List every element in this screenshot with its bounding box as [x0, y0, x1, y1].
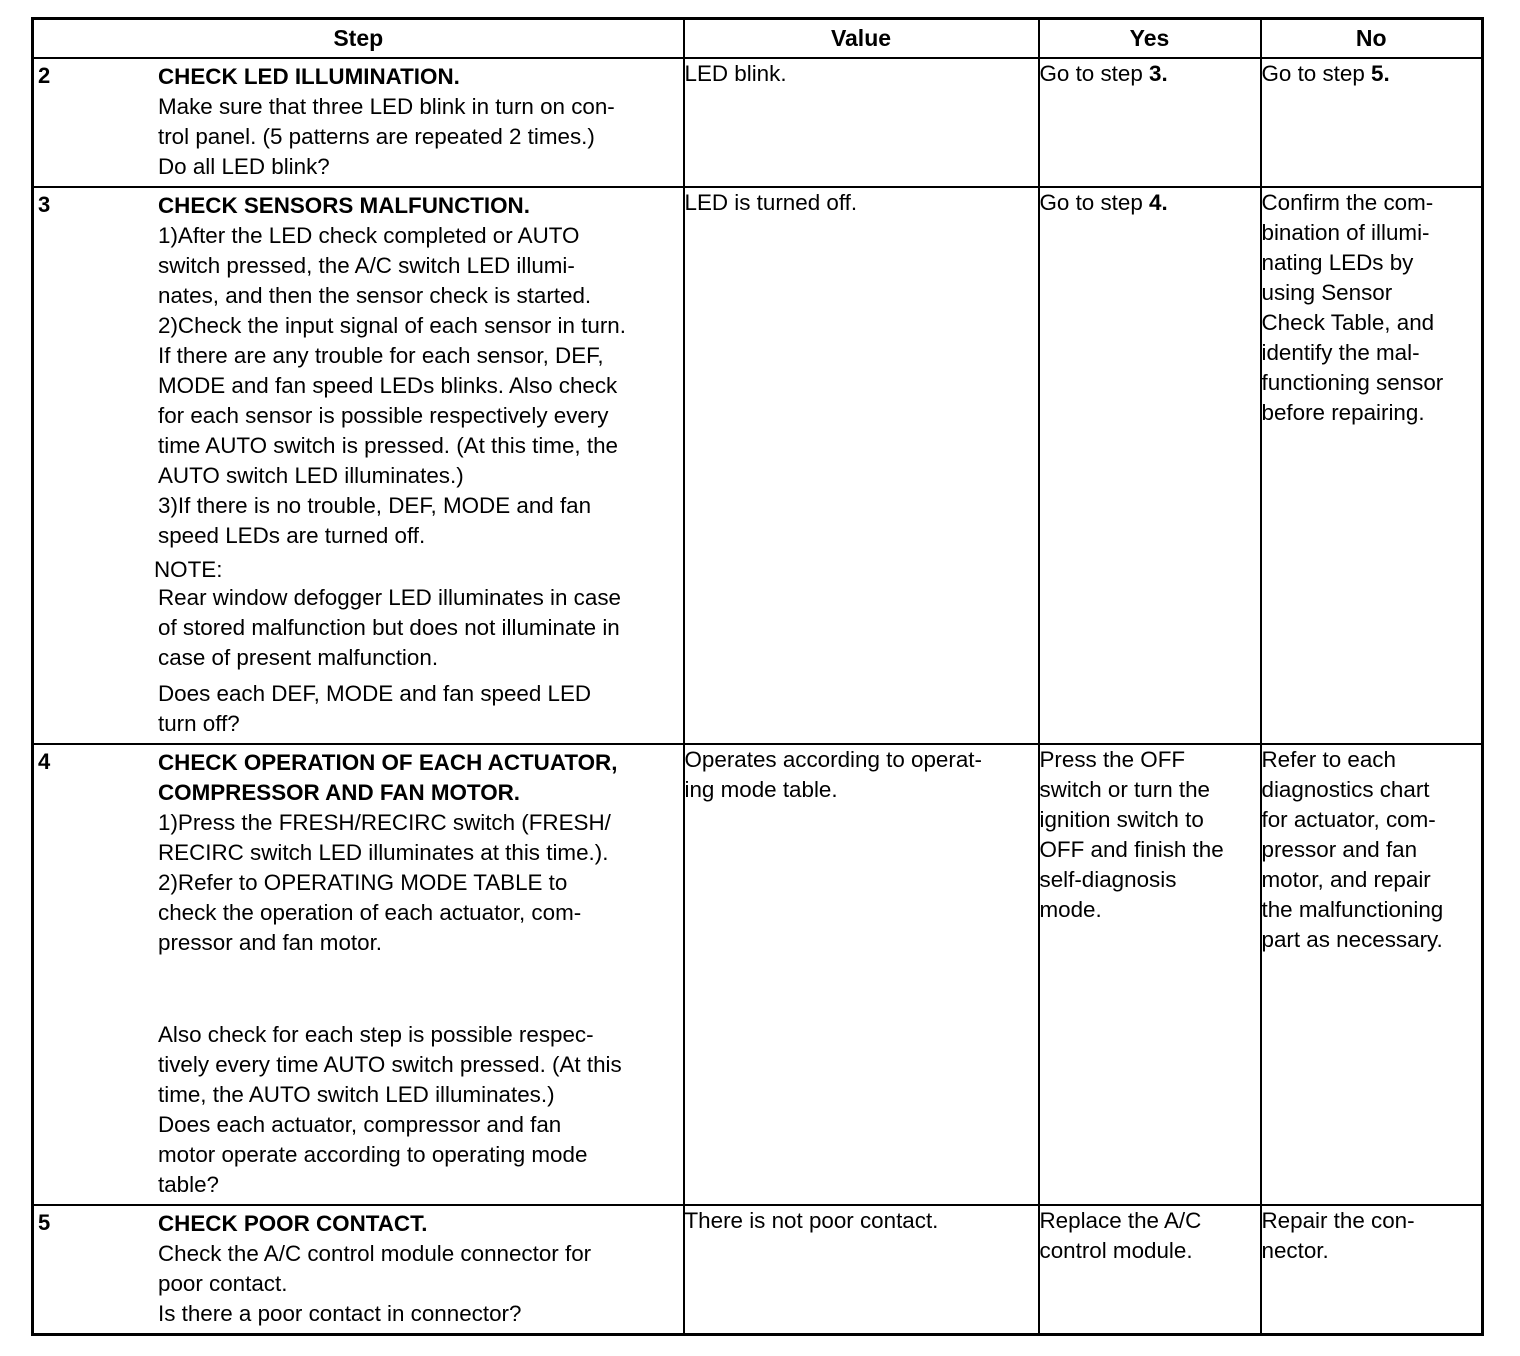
step-question: motor operate according to operating mode [158, 1142, 588, 1167]
no-cell [1261, 1205, 1483, 1335]
step-question: table? [158, 1172, 220, 1197]
no-line: motor, and repair [1261, 867, 1431, 892]
yes-line: mode. [1039, 897, 1102, 922]
value-cell [684, 744, 1039, 1205]
step-cell [33, 744, 684, 1205]
yes-line: switch or turn the [1039, 777, 1210, 802]
step-line: for each sensor is possible respectively every [158, 403, 609, 428]
header-yes: Yes [1039, 19, 1261, 59]
table-row [33, 1205, 1483, 1335]
no-line: before repairing. [1261, 400, 1425, 425]
step-body [154, 188, 683, 743]
yes-text: Go to step [1039, 190, 1150, 215]
no-line: nector. [1261, 1238, 1329, 1263]
no-line: Repair the con- [1261, 1208, 1415, 1233]
yes-line: ignition switch to [1039, 807, 1204, 832]
note-line: Rear window defogger LED illuminates in case [158, 585, 621, 610]
no-line: Confirm the com- [1261, 190, 1434, 215]
header-no: No [1261, 19, 1483, 59]
no-line: functioning sensor [1261, 370, 1444, 395]
value-text: LED is turned off. [684, 190, 858, 215]
note-line: of stored malfunction but does not illuminate in [158, 615, 620, 640]
step-title: CHECK OPERATION OF EACH ACTUATOR, [158, 750, 618, 775]
no-line: using Sensor [1261, 280, 1393, 305]
no-line: pressor and fan [1261, 837, 1418, 862]
step-line: 2)Check the input signal of each sensor in turn. [158, 313, 626, 338]
step-line: nates, and then the sensor check is started. [158, 283, 592, 308]
no-cell [1261, 187, 1483, 744]
step-body [158, 1206, 683, 1333]
step-line: Check the A/C control module connector for [158, 1241, 592, 1266]
step-title: CHECK POOR CONTACT. [158, 1211, 428, 1236]
step-line: poor contact. [158, 1271, 288, 1296]
table-row [33, 744, 1483, 1205]
no-line: Refer to each [1261, 747, 1396, 772]
step-line: RECIRC switch LED illuminates at this time.). [158, 840, 609, 865]
diagnostic-table [31, 17, 1484, 1336]
yes-line: Press the OFF [1039, 747, 1186, 772]
no-cell [1261, 58, 1483, 187]
step-title: COMPRESSOR AND FAN MOTOR. [158, 780, 520, 805]
step-line: trol panel. (5 patterns are repeated 2 times.) [158, 124, 595, 149]
yes-cell [1039, 58, 1261, 187]
value-cell [684, 187, 1039, 744]
yes-step-ref: 3. [1149, 61, 1168, 86]
yes-line: OFF and finish the [1039, 837, 1224, 862]
step-line: speed LEDs are turned off. [158, 523, 426, 548]
step-question: turn off? [158, 711, 240, 736]
step-line: If there are any trouble for each sensor, DEF, [158, 343, 604, 368]
header-step: Step [33, 19, 684, 59]
header-value: Value [684, 19, 1039, 59]
value-line: ing mode table. [684, 777, 838, 802]
header-row [33, 19, 1483, 59]
step-number: 2 [38, 63, 51, 88]
yes-line: control module. [1039, 1238, 1193, 1263]
step-line: time AUTO switch is pressed. (At this time, the [158, 433, 618, 458]
no-text: Go to step [1261, 61, 1372, 86]
step-body [158, 59, 683, 186]
step-line: switch pressed, the A/C switch LED illumi- [158, 253, 575, 278]
yes-cell [1039, 1205, 1261, 1335]
step-title: CHECK LED ILLUMINATION. [158, 64, 460, 89]
value-text: LED blink. [684, 61, 787, 86]
yes-cell [1039, 187, 1261, 744]
step-line: 3)If there is no trouble, DEF, MODE and fan [158, 493, 592, 518]
no-line: diagnostics chart [1261, 777, 1430, 802]
value-cell [684, 1205, 1039, 1335]
step-question: Do all LED blink? [158, 154, 330, 179]
step-number: 4 [38, 749, 51, 774]
note-line: case of present malfunction. [158, 645, 439, 670]
step-line: tively every time AUTO switch pressed. (At this [158, 1052, 622, 1077]
no-line: for actuator, com- [1261, 807, 1436, 832]
yes-step-ref: 4. [1149, 190, 1168, 215]
step-line: MODE and fan speed LEDs blinks. Also check [158, 373, 618, 398]
step-question: Does each DEF, MODE and fan speed LED [158, 681, 592, 706]
step-cell [33, 58, 684, 187]
value-text: There is not poor contact. [684, 1208, 939, 1233]
no-line: nating LEDs by [1261, 250, 1414, 275]
no-cell [1261, 744, 1483, 1205]
step-line: 1)After the LED check completed or AUTO [158, 223, 580, 248]
step-number: 3 [38, 192, 51, 217]
step-line: check the operation of each actuator, com- [158, 900, 582, 925]
yes-line: Replace the A/C [1039, 1208, 1202, 1233]
no-line: part as necessary. [1261, 927, 1443, 952]
step-question: Is there a poor contact in connector? [158, 1301, 522, 1326]
note-label: NOTE: [154, 557, 223, 582]
yes-cell [1039, 744, 1261, 1205]
step-body [158, 745, 683, 1204]
spacer [158, 958, 679, 1020]
step-line: pressor and fan motor. [158, 930, 383, 955]
step-cell [33, 187, 684, 744]
value-cell [684, 58, 1039, 187]
yes-line: self-diagnosis [1039, 867, 1177, 892]
step-line: AUTO switch LED illuminates.) [158, 463, 464, 488]
value-line: Operates according to operat- [684, 747, 982, 772]
table-row [33, 187, 1483, 744]
step-title: CHECK SENSORS MALFUNCTION. [158, 193, 530, 218]
no-line: the malfunctioning [1261, 897, 1444, 922]
step-line: Also check for each step is possible respec- [158, 1022, 594, 1047]
no-line: Check Table, and [1261, 310, 1435, 335]
step-line: 2)Refer to OPERATING MODE TABLE to [158, 870, 568, 895]
step-line: Make sure that three LED blink in turn on con- [158, 94, 615, 119]
table-row [33, 58, 1483, 187]
yes-text: Go to step [1039, 61, 1150, 86]
no-line: identify the mal- [1261, 340, 1420, 365]
step-line: time, the AUTO switch LED illuminates.) [158, 1082, 555, 1107]
step-number: 5 [38, 1210, 51, 1235]
step-line: 1)Press the FRESH/RECIRC switch (FRESH/ [158, 810, 611, 835]
no-line: bination of illumi- [1261, 220, 1430, 245]
no-step-ref: 5. [1371, 61, 1390, 86]
step-question: Does each actuator, compressor and fan [158, 1112, 562, 1137]
step-cell [33, 1205, 684, 1335]
